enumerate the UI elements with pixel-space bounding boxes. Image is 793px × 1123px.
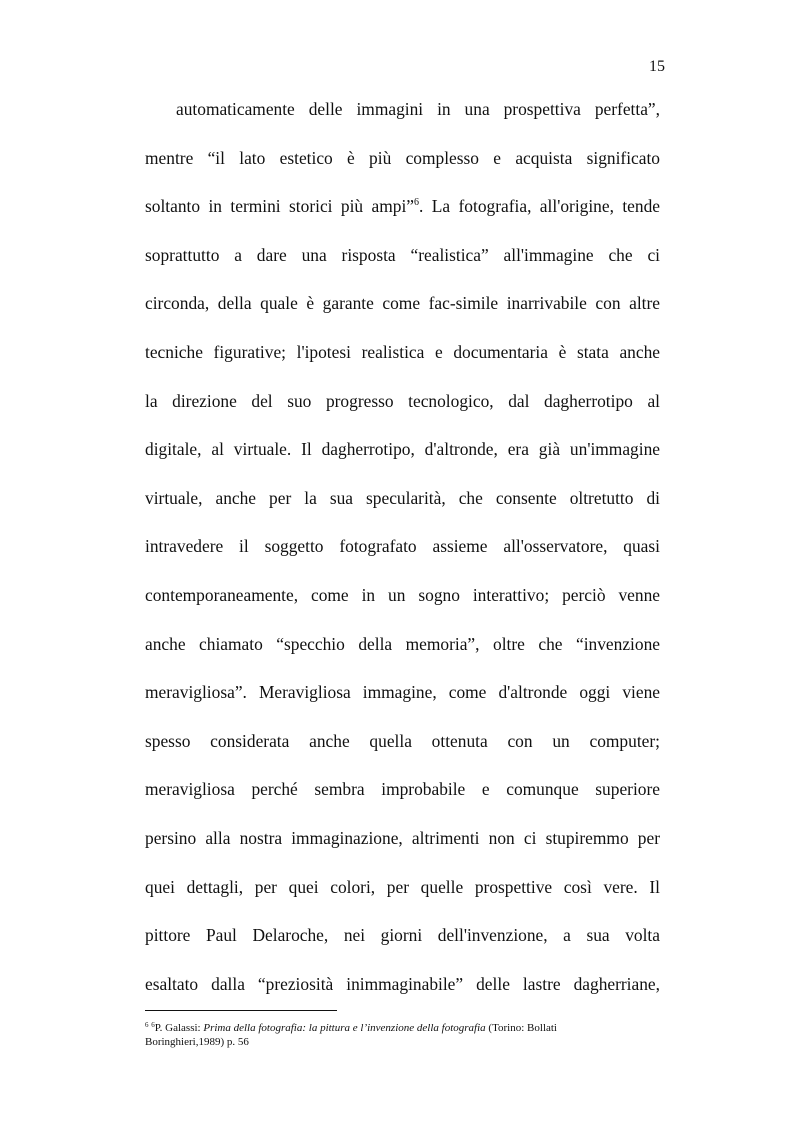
text-line: circonda, della quale è garante come fac-simile inarrivabile con altre	[145, 293, 660, 314]
text-line: mentre “il lato estetico è più complesso e acquista significato	[145, 147, 660, 168]
text-line: digitale, al virtuale. Il dagherrotipo, d'altronde, era già un'immagine	[145, 439, 660, 460]
text-line: quei dettagli, per quei colori, per quelle prospettive così vere. Il	[145, 876, 660, 897]
footnote-line2: Boringhieri,1989) p. 56	[145, 1036, 249, 1048]
text-line: spesso considerata anche quella ottenuta con un computer;	[145, 730, 660, 751]
text-line: soprattutto a dare una risposta “realistica” all'immagine che ci	[145, 244, 660, 265]
footnote-divider	[145, 1010, 337, 1011]
body-text	[145, 92, 660, 1015]
text-line: tecniche figurative; l'ipotesi realistica e documentaria è stata anche	[145, 341, 660, 362]
text-line: esaltato dalla “preziosità inimmaginabile” delle lastre dagherriane,	[145, 973, 660, 994]
text-line: pittore Paul Delaroche, nei giorni dell'invenzione, a sua volta	[145, 925, 660, 946]
text-fragment: . La fotografia, all'origine, tende	[419, 196, 660, 217]
text-line: contemporaneamente, come in un sogno interattivo; perciò venne	[145, 584, 660, 605]
text-line: anche chiamato “specchio della memoria”, oltre che “invenzione	[145, 633, 660, 654]
text-line: meravigliosa”. Meravigliosa immagine, come d'altronde oggi viene	[145, 682, 660, 703]
footnote-reference: 6	[414, 197, 420, 209]
text-line: intravedere il soggetto fotografato assieme all'osservatore, quasi	[145, 536, 660, 557]
footnote-marker: 6	[151, 1021, 155, 1029]
footnote-publisher: (Torino: Bollati	[485, 1022, 557, 1034]
footnote-author: P. Galassi:	[154, 1022, 204, 1034]
text-fragment: soltanto in termini storici più ampi”	[145, 196, 415, 217]
page-number: 15	[649, 58, 665, 75]
text-line: automaticamente delle immagini in una prospettiva perfetta”,	[176, 99, 660, 119]
text-line	[145, 189, 660, 238]
text-line: virtuale, anche per la sua specularità, che consente oltretutto di	[145, 487, 660, 508]
text-line: la direzione del suo progresso tecnologico, dal dagherrotipo al	[145, 390, 660, 411]
footnote-title: Prima della fotografia: la pittura e l’invenzione della fotografia	[203, 1022, 486, 1034]
text-line: meravigliosa perché sembra improbabile e comunque superiore	[145, 779, 660, 800]
text-line: persino alla nostra immaginazione, altrimenti non ci stupiremmo per	[145, 827, 660, 848]
footnote	[145, 1018, 665, 1049]
footnote-marker: 6	[145, 1021, 149, 1029]
